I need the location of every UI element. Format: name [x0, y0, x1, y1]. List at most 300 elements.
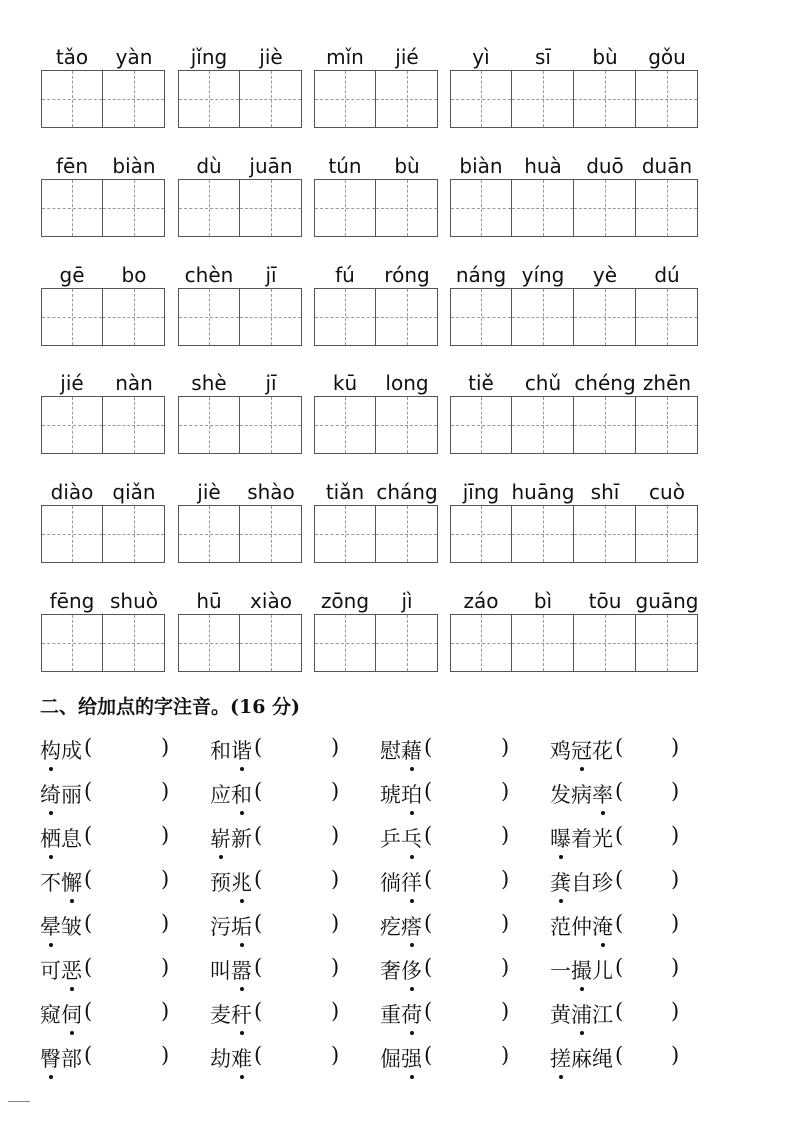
writing-box[interactable] [574, 614, 636, 672]
pinyin-label: shuò [109, 589, 158, 613]
answer-open-paren: ( [254, 735, 263, 759]
phonetic-item [550, 1043, 710, 1073]
phonetic-item [550, 999, 710, 1029]
item-word [550, 779, 613, 809]
phonetic-item [210, 735, 370, 765]
character: 花 [592, 739, 613, 763]
pinyin-label: róng [384, 263, 430, 287]
dotted-character: 秆 [231, 999, 252, 1029]
writing-box[interactable] [574, 396, 636, 454]
character: 应 [210, 783, 231, 807]
writing-box[interactable] [376, 505, 438, 563]
pinyin-label: yì [472, 45, 490, 69]
answer-close-paren: ) [501, 955, 510, 979]
dotted-character: 崭 [210, 823, 231, 853]
answer-close-paren: ) [501, 867, 510, 891]
answer-close-paren: ) [671, 779, 680, 803]
pinyin-label: záo [463, 589, 499, 613]
dotted-character: 晕 [40, 911, 61, 941]
pinyin-label: gǒu [648, 45, 686, 69]
pinyin-label: biàn [112, 154, 156, 178]
phonetic-item [40, 823, 200, 853]
pinyin-label: tǎo [55, 45, 89, 69]
writing-box[interactable] [574, 179, 636, 237]
item-word [40, 735, 82, 765]
item-word [210, 1043, 252, 1073]
answer-open-paren: ( [615, 823, 624, 847]
answer-close-paren: ) [671, 999, 680, 1023]
character: 部 [61, 1047, 82, 1071]
writing-box[interactable] [376, 179, 438, 237]
character: 叫 [210, 959, 231, 983]
word-group [314, 262, 438, 346]
pinyin-label: yè [592, 263, 618, 287]
writing-box[interactable] [574, 288, 636, 346]
word-group [41, 370, 165, 454]
answer-open-paren: ( [615, 955, 624, 979]
character: 鸡 [550, 739, 571, 763]
pinyin-label: cuò [649, 480, 685, 504]
writing-box[interactable] [240, 396, 302, 454]
answer-open-paren: ( [424, 735, 433, 759]
writing-box[interactable] [41, 70, 103, 128]
writing-box[interactable] [41, 179, 103, 237]
character: 奢 [380, 959, 401, 983]
dotted-character: 瘩 [401, 911, 422, 941]
phonetic-item [550, 867, 710, 897]
section-title: 二、给加点的字注音。(16 分) [40, 696, 301, 718]
phonetic-item [380, 999, 540, 1029]
answer-close-paren: ) [331, 867, 340, 891]
writing-box[interactable] [240, 179, 302, 237]
pinyin-label: bì [533, 589, 553, 613]
writing-box[interactable] [450, 505, 512, 563]
writing-box[interactable] [636, 179, 698, 237]
pinyin-label: long [385, 371, 429, 395]
answer-open-paren: ( [424, 999, 433, 1023]
character: 光 [592, 827, 613, 851]
item-word [380, 867, 422, 897]
answer-close-paren: ) [501, 999, 510, 1023]
phonetic-item [210, 955, 370, 985]
dotted-character: 强 [401, 1043, 422, 1073]
character: 可 [40, 959, 61, 983]
writing-box[interactable] [178, 179, 240, 237]
item-word [40, 999, 82, 1029]
item-word [210, 823, 252, 853]
character: 范 [550, 915, 571, 939]
item-word [550, 867, 613, 897]
answer-open-paren: ( [84, 867, 93, 891]
dotted-character: 垢 [231, 911, 252, 941]
page-edge-mark [8, 1101, 30, 1102]
writing-box[interactable] [240, 505, 302, 563]
item-word [210, 955, 252, 985]
item-word [40, 867, 82, 897]
item-word [40, 779, 82, 809]
pinyin-label: bù [592, 45, 618, 69]
writing-box[interactable] [512, 70, 574, 128]
word-group [41, 44, 165, 128]
character: 麻 [571, 1047, 592, 1071]
pinyin-label: tún [328, 154, 362, 178]
answer-close-paren: ) [671, 955, 680, 979]
answer-close-paren: ) [331, 735, 340, 759]
item-word [210, 999, 252, 1029]
character: 仲 [571, 915, 592, 939]
answer-close-paren: ) [501, 911, 510, 935]
answer-open-paren: ( [254, 823, 263, 847]
dotted-character: 懈 [61, 867, 82, 897]
phonetic-item [40, 955, 200, 985]
character: 绳 [592, 1047, 613, 1071]
dotted-character: 兆 [231, 867, 252, 897]
character: 成 [61, 739, 82, 763]
item-word [210, 779, 252, 809]
dotted-character: 率 [592, 779, 613, 809]
word-group [314, 588, 438, 672]
word-group [450, 588, 698, 672]
word-group [314, 153, 438, 237]
character: 劫 [210, 1047, 231, 1071]
pinyin-label: shè [191, 371, 227, 395]
pinyin-label: jǐng [190, 45, 228, 69]
pinyin-label: xiào [250, 589, 292, 613]
item-word [550, 911, 613, 941]
dotted-character: 恶 [61, 955, 82, 985]
pinyin-label: cháng [376, 480, 438, 504]
pinyin-label: hū [196, 589, 222, 613]
pinyin-label: tiě [468, 371, 494, 395]
writing-box[interactable] [636, 505, 698, 563]
word-group [450, 479, 698, 563]
answer-close-paren: ) [331, 823, 340, 847]
item-word [550, 1043, 613, 1073]
writing-box[interactable] [512, 396, 574, 454]
answer-open-paren: ( [84, 735, 93, 759]
answer-close-paren: ) [331, 911, 340, 935]
answer-close-paren: ) [161, 911, 170, 935]
writing-box[interactable] [636, 288, 698, 346]
writing-box[interactable] [376, 70, 438, 128]
character: 慰 [380, 739, 401, 763]
writing-box[interactable] [178, 505, 240, 563]
phonetic-item [380, 1043, 540, 1073]
answer-open-paren: ( [615, 867, 624, 891]
pinyin-label: kū [332, 371, 358, 395]
dotted-character: 乓 [401, 823, 422, 853]
answer-open-paren: ( [84, 955, 93, 979]
writing-box[interactable] [314, 614, 376, 672]
dotted-character: 曝 [550, 823, 571, 853]
writing-box[interactable] [103, 396, 165, 454]
pinyin-label: fēng [49, 589, 95, 613]
writing-box[interactable] [314, 505, 376, 563]
pinyin-label: yíng [521, 263, 565, 287]
answer-open-paren: ( [254, 779, 263, 803]
writing-box[interactable] [314, 288, 376, 346]
character: 和 [210, 739, 231, 763]
item-word [210, 867, 252, 897]
dotted-character: 珀 [401, 779, 422, 809]
pinyin-label: qiǎn [112, 480, 156, 504]
answer-open-paren: ( [84, 779, 93, 803]
pinyin-label: huà [524, 154, 562, 178]
character: 皱 [61, 915, 82, 939]
writing-box[interactable] [41, 505, 103, 563]
writing-box[interactable] [376, 288, 438, 346]
character: 自 [571, 871, 592, 895]
pinyin-label: juān [249, 154, 293, 178]
dotted-character: 难 [231, 1043, 252, 1073]
phonetic-item [550, 823, 710, 853]
character: 一 [550, 959, 571, 983]
character: 着 [571, 827, 592, 851]
writing-box[interactable] [636, 396, 698, 454]
character: 麦 [210, 1003, 231, 1027]
writing-box[interactable] [512, 179, 574, 237]
pinyin-label: sī [535, 45, 551, 69]
dotted-character: 冠 [571, 735, 592, 765]
word-group [450, 153, 698, 237]
pinyin-label: duān [641, 154, 693, 178]
dotted-character: 谐 [231, 735, 252, 765]
answer-close-paren: ) [161, 867, 170, 891]
pinyin-label: biàn [459, 154, 503, 178]
phonetic-item [550, 955, 710, 985]
pinyin-label: diào [50, 480, 94, 504]
writing-box[interactable] [314, 396, 376, 454]
answer-open-paren: ( [84, 999, 93, 1023]
pinyin-label: yàn [115, 45, 153, 69]
word-group [178, 153, 302, 237]
writing-box[interactable] [41, 614, 103, 672]
writing-box[interactable] [103, 614, 165, 672]
item-word [380, 1043, 422, 1073]
answer-open-paren: ( [424, 867, 433, 891]
answer-open-paren: ( [254, 955, 263, 979]
phonetic-item [380, 867, 540, 897]
character: 黄 [550, 1003, 571, 1027]
writing-box[interactable] [450, 70, 512, 128]
writing-box[interactable] [450, 396, 512, 454]
phonetic-item [380, 911, 540, 941]
pinyin-label: jì [401, 589, 413, 613]
answer-open-paren: ( [84, 911, 93, 935]
item-word [380, 955, 422, 985]
answer-open-paren: ( [615, 911, 624, 935]
answer-close-paren: ) [501, 1043, 510, 1067]
character: 疙 [380, 915, 401, 939]
pinyin-label: dù [196, 154, 222, 178]
writing-box[interactable] [314, 179, 376, 237]
word-group [178, 479, 302, 563]
pinyin-label: jiè [259, 45, 283, 69]
word-group [178, 588, 302, 672]
writing-box[interactable] [103, 179, 165, 237]
character: 窥 [40, 1003, 61, 1027]
pinyin-label: huāng [511, 480, 575, 504]
answer-close-paren: ) [331, 779, 340, 803]
character: 徜 [380, 871, 401, 895]
character: 病 [571, 783, 592, 807]
word-group [314, 479, 438, 563]
pinyin-label: mǐn [326, 45, 364, 69]
dotted-character: 荷 [401, 999, 422, 1029]
word-group [314, 370, 438, 454]
answer-close-paren: ) [161, 823, 170, 847]
writing-box[interactable] [314, 70, 376, 128]
item-word [380, 823, 422, 853]
character: 儿 [592, 959, 613, 983]
phonetic-item [40, 867, 200, 897]
answer-close-paren: ) [671, 823, 680, 847]
word-group [178, 370, 302, 454]
answer-close-paren: ) [671, 911, 680, 935]
writing-box[interactable] [512, 614, 574, 672]
pinyin-label: shào [247, 480, 295, 504]
writing-box[interactable] [41, 288, 103, 346]
writing-box[interactable] [240, 288, 302, 346]
character: 倔 [380, 1047, 401, 1071]
word-group [450, 262, 698, 346]
writing-box[interactable] [178, 396, 240, 454]
character: 丽 [61, 783, 82, 807]
answer-open-paren: ( [424, 911, 433, 935]
pinyin-label: fú [335, 263, 355, 287]
character: 江 [592, 1003, 613, 1027]
answer-close-paren: ) [331, 1043, 340, 1067]
answer-open-paren: ( [424, 955, 433, 979]
word-group [314, 44, 438, 128]
dotted-character: 浦 [571, 999, 592, 1029]
dotted-character: 绮 [40, 779, 61, 809]
writing-box[interactable] [450, 288, 512, 346]
answer-close-paren: ) [161, 955, 170, 979]
answer-close-paren: ) [671, 1043, 680, 1067]
dotted-character: 栖 [40, 823, 61, 853]
phonetic-item [380, 823, 540, 853]
writing-box[interactable] [103, 505, 165, 563]
writing-box[interactable] [240, 70, 302, 128]
dotted-character: 伺 [61, 999, 82, 1029]
word-group [41, 262, 165, 346]
pinyin-label: zōng [320, 589, 370, 613]
character: 息 [61, 827, 82, 851]
answer-open-paren: ( [254, 867, 263, 891]
writing-box[interactable] [376, 396, 438, 454]
word-group [450, 370, 698, 454]
phonetic-item [550, 735, 710, 765]
answer-close-paren: ) [161, 779, 170, 803]
word-group [41, 153, 165, 237]
answer-open-paren: ( [424, 779, 433, 803]
phonetic-item [380, 955, 540, 985]
pinyin-label: bù [394, 154, 420, 178]
answer-close-paren: ) [331, 999, 340, 1023]
dotted-character: 撮 [571, 955, 592, 985]
answer-open-paren: ( [254, 1043, 263, 1067]
writing-box[interactable] [240, 614, 302, 672]
answer-close-paren: ) [671, 735, 680, 759]
writing-box[interactable] [41, 396, 103, 454]
phonetic-item [210, 779, 370, 809]
dotted-character: 龚 [550, 867, 571, 897]
answer-close-paren: ) [671, 867, 680, 891]
phonetic-item [210, 867, 370, 897]
answer-open-paren: ( [615, 1043, 624, 1067]
phonetic-item [210, 1043, 370, 1073]
dotted-character: 藉 [401, 735, 422, 765]
answer-open-paren: ( [424, 1043, 433, 1067]
item-word [550, 999, 613, 1029]
writing-box[interactable] [450, 614, 512, 672]
answer-close-paren: ) [501, 823, 510, 847]
pinyin-label: chǔ [524, 371, 562, 395]
writing-box[interactable] [178, 614, 240, 672]
pinyin-label: shī [590, 480, 620, 504]
dotted-character: 构 [40, 735, 61, 765]
writing-box[interactable] [512, 505, 574, 563]
phonetic-item [40, 1043, 200, 1073]
dotted-character: 和 [231, 779, 252, 809]
writing-box[interactable] [574, 505, 636, 563]
item-word [210, 911, 252, 941]
dotted-character: 淹 [592, 911, 613, 941]
pinyin-label: náng [455, 263, 507, 287]
answer-close-paren: ) [501, 779, 510, 803]
item-word [40, 955, 82, 985]
pinyin-label: jiè [197, 480, 221, 504]
answer-close-paren: ) [501, 735, 510, 759]
writing-box[interactable] [450, 179, 512, 237]
writing-box[interactable] [103, 70, 165, 128]
writing-box[interactable] [178, 70, 240, 128]
phonetic-item [380, 735, 540, 765]
writing-box[interactable] [103, 288, 165, 346]
word-group [41, 479, 165, 563]
writing-box[interactable] [376, 614, 438, 672]
pinyin-label: duō [586, 154, 624, 178]
dotted-character: 搓 [550, 1043, 571, 1073]
item-word [380, 999, 422, 1029]
pinyin-label: nàn [115, 371, 153, 395]
phonetic-item [40, 735, 200, 765]
phonetic-item [380, 779, 540, 809]
dotted-character: 侈 [401, 955, 422, 985]
writing-box[interactable] [178, 288, 240, 346]
pinyin-label: tiǎn [325, 480, 365, 504]
dotted-character: 徉 [401, 867, 422, 897]
phonetic-item [40, 911, 200, 941]
writing-box[interactable] [512, 288, 574, 346]
dotted-character: 臀 [40, 1043, 61, 1073]
pinyin-label: jīng [462, 480, 500, 504]
item-word [380, 911, 422, 941]
writing-box[interactable] [636, 70, 698, 128]
writing-box[interactable] [574, 70, 636, 128]
answer-open-paren: ( [424, 823, 433, 847]
pinyin-label: tōu [588, 589, 622, 613]
phonetic-item [550, 911, 710, 941]
answer-close-paren: ) [161, 999, 170, 1023]
item-word [40, 911, 82, 941]
phonetic-item [550, 779, 710, 809]
word-group [178, 44, 302, 128]
character: 发 [550, 783, 571, 807]
writing-box[interactable] [636, 614, 698, 672]
pinyin-label: fēn [55, 154, 89, 178]
